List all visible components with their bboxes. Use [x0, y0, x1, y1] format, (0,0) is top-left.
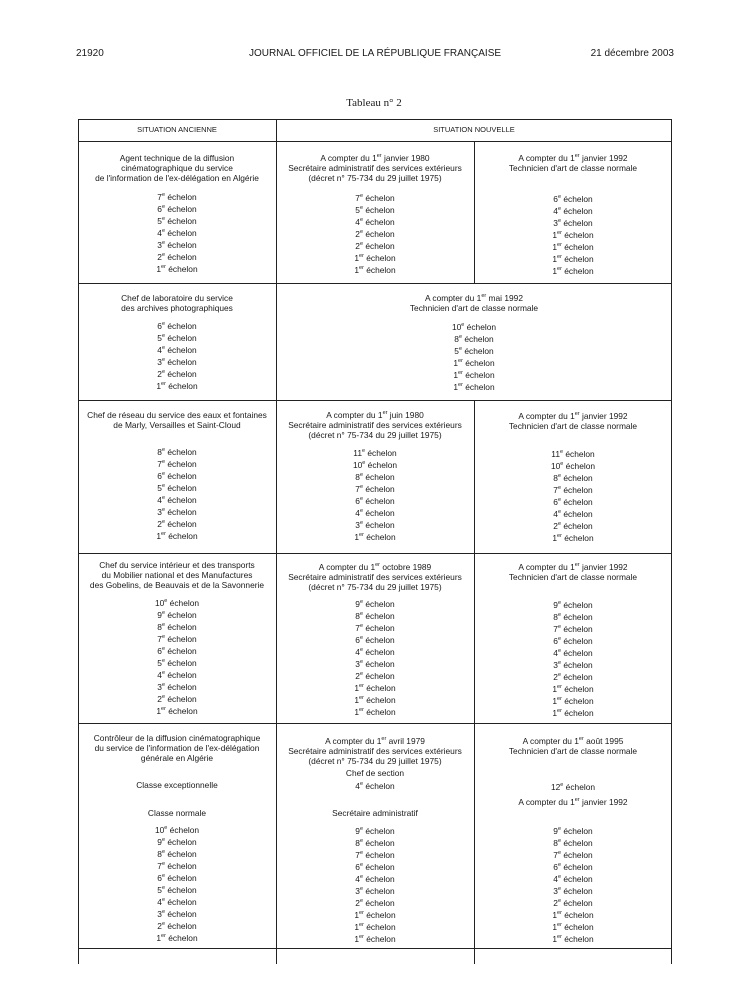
new1-chef-grade: 4e échelon [355, 781, 395, 791]
new1-title: A compter du 1er janvier 1980 Secrétaire administratif des services extérieurs (décret n° 75-734 du 29 juillet 1975) [288, 153, 462, 183]
merged-title: A compter du 1er mai 1992 Technicien d'art de classe normale [409, 293, 539, 313]
journal-title: JOURNAL OFFICIEL DE LA RÉPUBLIQUE FRANÇAISE [248, 48, 502, 59]
old-classe-exceptionnelle: Classe exceptionnelle [136, 780, 218, 790]
old-title: Chef de laboratoire du service des archives photographiques [121, 293, 233, 313]
column-header-old: SITUATION ANCIENNE [137, 125, 217, 134]
table-caption: Tableau n° 2 [346, 97, 402, 109]
new2-title: A compter du 1er janvier 1992 Technicien d'art de classe normale [508, 153, 638, 173]
new2-title: A compter du 1er janvier 1992 Technicien d'art de classe normale [508, 411, 638, 431]
old-title: Contrôleur de la diffusion cinématographique du service de l'information de l'ex-délégation générale en Algérie [93, 733, 261, 763]
old-grades: 7e échelon 6e échelon 5e échelon 4e échelon 3e échelon 2e échelon 1er échelon [156, 192, 198, 274]
new2-title: A compter du 1er août 1995 Technicien d'art de classe normale [508, 736, 638, 756]
old-title: Agent technique de la diffusion cinématographique du service de l'information de l'ex-délégation en Algérie [95, 153, 259, 183]
merged-grades: 10e échelon 8e échelon 5e échelon 1er échelon 1er échelon 1er échelon [451, 322, 497, 392]
new2-grades: 9e échelon 8e échelon 7e échelon 6e échelon 4e échelon 3e échelon 2e échelon 1er échelon 1er échelon 1er échelon [552, 826, 594, 944]
new1-title: A compter du 1er juin 1980 Secrétaire administratif des services extérieurs (décret n° 75-734 du 29 juillet 1975) [288, 410, 462, 440]
publication-date: 21 décembre 2003 [590, 48, 674, 59]
page-number: 21920 [76, 48, 104, 59]
new2-exc-grade: 12e échelon [550, 782, 596, 792]
new2-subtitle: A compter du 1er janvier 1992 [518, 797, 628, 807]
new2-grades: 11e échelon 10e échelon 8e échelon 7e échelon 6e échelon 4e échelon 2e échelon 1er échelon [550, 449, 596, 543]
old-grades: 8e échelon 7e échelon 6e échelon 5e échelon 4e échelon 3e échelon 2e échelon 1er échelon [156, 447, 198, 541]
old-classe-normale: Classe normale [147, 808, 207, 818]
new1-title: A compter du 1er octobre 1989 Secrétaire administratif des services extérieurs (décret n° 75-734 du 29 juillet 1975) [288, 562, 462, 592]
new2-title: A compter du 1er janvier 1992 Technicien d'art de classe normale [508, 562, 638, 582]
conversion-table [78, 119, 672, 964]
new1-grades: 7e échelon 5e échelon 4e échelon 2e échelon 2e échelon 1er échelon 1er échelon [354, 193, 396, 275]
new1-title: A compter du 1er avril 1979 Secrétaire administratif des services extérieurs (décret n° 75-734 du 29 juillet 1975) [288, 736, 462, 766]
column-header-new: SITUATION NOUVELLE [433, 125, 515, 134]
new2-grades: 9e échelon 8e échelon 7e échelon 6e échelon 4e échelon 3e échelon 2e échelon 1er échelon 1er échelon 1er échelon [552, 600, 594, 718]
old-grades: 10e échelon 9e échelon 8e échelon 7e échelon 6e échelon 5e échelon 4e échelon 3e échelon 2e échelon 1er échelon [154, 825, 200, 943]
new1-grades: 11e échelon 10e échelon 8e échelon 7e échelon 6e échelon 4e échelon 3e échelon 1er échelon [352, 448, 398, 542]
new2-grades: 6e échelon 4e échelon 3e échelon 1er échelon 1er échelon 1er échelon 1er échelon [552, 194, 594, 276]
old-title: Chef du service intérieur et des transports du Mobilier national et des Manufactures des Gobelins, de Beauvais et de la Savonnerie [89, 560, 265, 590]
old-grades: 6e échelon 5e échelon 4e échelon 3e échelon 2e échelon 1er échelon [156, 321, 198, 391]
page-header [76, 48, 674, 62]
old-grades: 10e échelon 9e échelon 8e échelon 7e échelon 6e échelon 5e échelon 4e échelon 3e échelon 2e échelon 1er échelon [154, 598, 200, 716]
new1-grades: 9e échelon 8e échelon 7e échelon 6e échelon 4e échelon 3e échelon 2e échelon 1er échelon 1er échelon 1er échelon [354, 599, 396, 717]
old-title: Chef de réseau du service des eaux et fontaines de Marly, Versailles et Saint-Cloud [87, 410, 267, 430]
new1-chef-de-section: Chef de section [345, 768, 405, 778]
new1-secretaire: Secrétaire administratif [332, 808, 418, 818]
new1-grades: 9e échelon 8e échelon 7e échelon 6e échelon 4e échelon 3e échelon 2e échelon 1er échelon 1er échelon 1er échelon [354, 826, 396, 944]
